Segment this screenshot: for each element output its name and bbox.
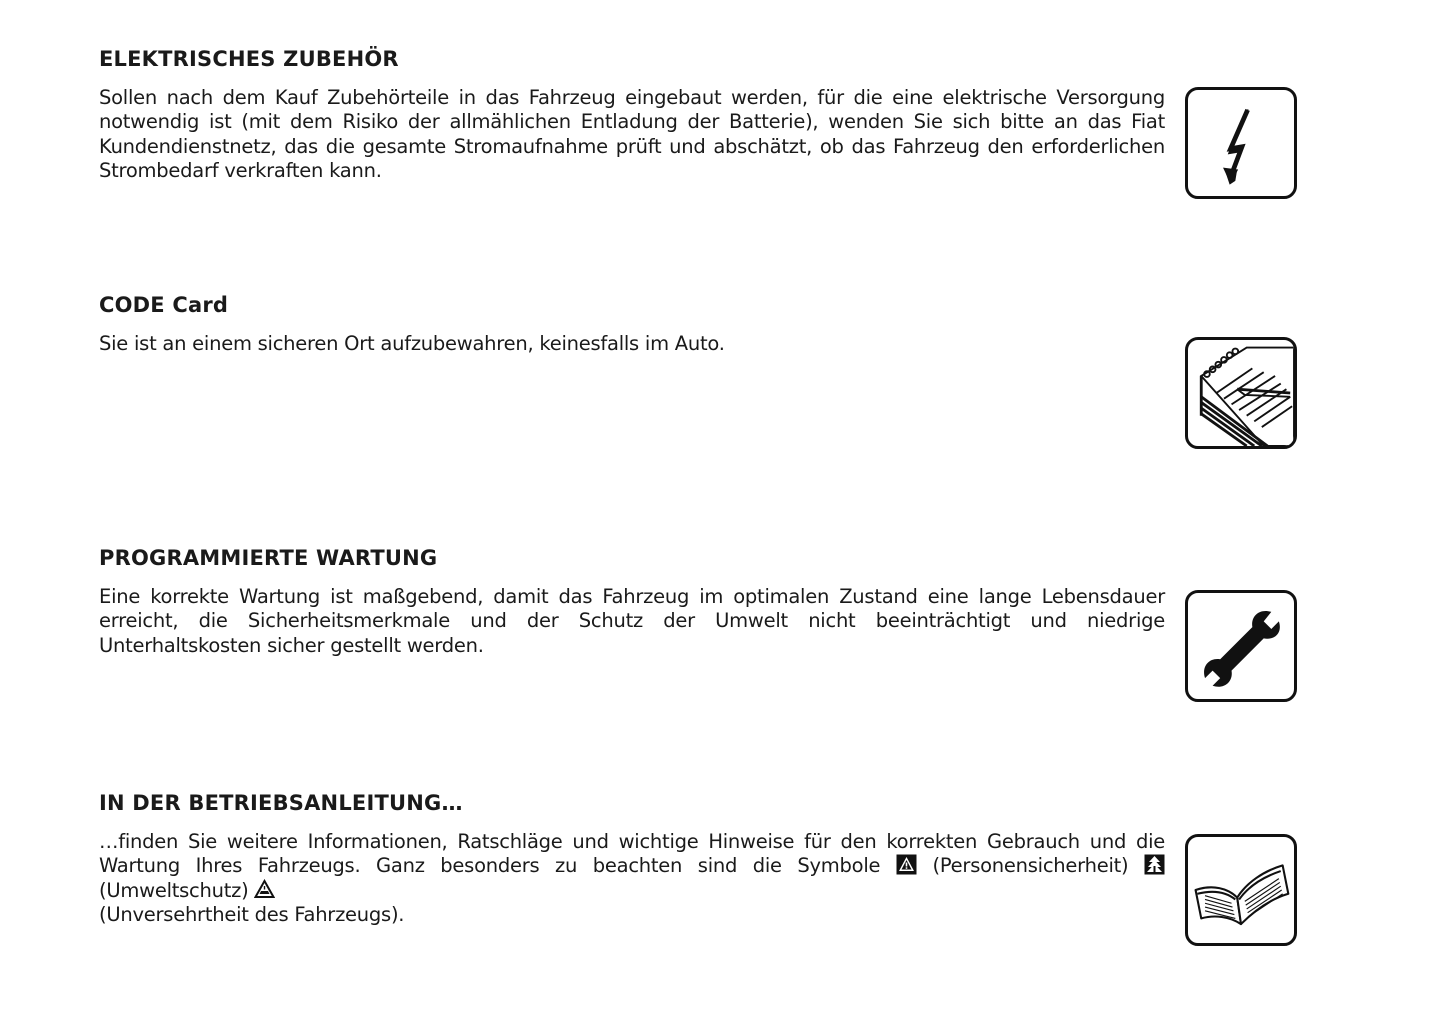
wrench-icon bbox=[1185, 590, 1297, 702]
section-text bbox=[99, 830, 1165, 927]
warning-person-icon bbox=[896, 854, 917, 875]
section-code-card bbox=[99, 295, 1165, 356]
text-part: (Personensicherheit) bbox=[932, 854, 1129, 878]
warning-vehicle-icon bbox=[254, 879, 275, 900]
section-heading: PROGRAMMIERTE WARTUNG bbox=[99, 546, 438, 570]
text-part: (Umweltschutz) bbox=[99, 878, 249, 902]
section-heading: IN DER BETRIEBSANLEITUNG… bbox=[99, 791, 463, 815]
section-text: Sie ist an einem sicheren Ort aufzubewahren, keinesfalls im Auto. bbox=[99, 332, 725, 355]
notebook-pencil-icon bbox=[1185, 337, 1297, 449]
section-owners-manual bbox=[99, 793, 1165, 927]
text-part: (Unversehrtheit des Fahrzeugs). bbox=[99, 902, 405, 926]
environment-tree-icon bbox=[1144, 854, 1165, 875]
text-part: …finden Sie weitere Informationen, Ratschläge und wichtige Hinweise für den korrekten Gebrauch und die Wartung Ihres Fahrzeugs. Ganz besonders zu beachten sind die Symbole bbox=[99, 830, 1165, 878]
open-book-icon bbox=[1185, 834, 1297, 946]
section-text: Sollen nach dem Kauf Zubehörteile in das Fahrzeug eingebaut werden, für die eine elektrische Versorgung notwendig ist (mit dem Risiko der allmählichen Entladung der Batterie), wenden Sie sich bitte an das Fiat Kundendienstnetz, das die gesamte Stromaufnahme prüft und abschätzt, ob das Fahrzeug den erforderlichen Strombedarf verkraften kann. bbox=[99, 86, 1165, 182]
section-text: Eine korrekte Wartung ist maßgebend, damit das Fahrzeug im optimalen Zustand eine lange Lebensdauer erreicht, die Sicherheitsmerkmale und der Schutz der Umwelt nicht beeinträchtigt und niedrige Unterhaltskosten sicher gestellt werden. bbox=[99, 585, 1165, 657]
section-scheduled-maintenance bbox=[99, 548, 1165, 658]
section-heading: CODE Card bbox=[99, 293, 229, 317]
section-heading: ELEKTRISCHES ZUBEHÖR bbox=[99, 47, 399, 71]
section-electrical-accessories bbox=[99, 49, 1165, 183]
lightning-bolt-icon bbox=[1185, 87, 1297, 199]
